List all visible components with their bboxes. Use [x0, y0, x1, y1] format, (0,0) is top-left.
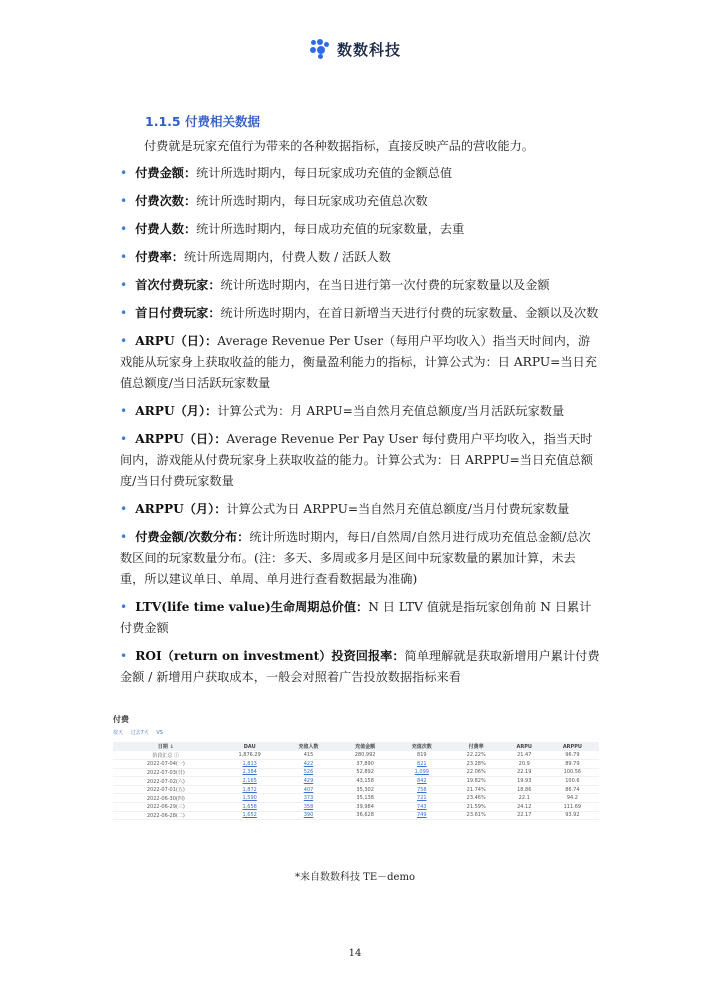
term-separator: ：: [205, 334, 218, 348]
table-cell: 21.59%: [450, 803, 503, 812]
payment-table-screenshot: [113, 714, 603, 822]
section-title: 1.1.5 付费相关数据: [145, 114, 260, 129]
table-cell[interactable]: 1,813: [219, 760, 281, 769]
term-separator: ：: [208, 306, 221, 320]
bullet-icon: •: [120, 222, 128, 236]
column-header[interactable]: 充值金额: [336, 742, 394, 751]
term-separator: ：: [183, 194, 197, 208]
term-separator: ：: [208, 278, 221, 292]
table-cell[interactable]: 429: [281, 777, 337, 786]
definition-text: 统计所选时期内，每日玩家成功充值总次数: [196, 194, 428, 208]
table-cell: 100.6: [546, 777, 599, 786]
definition-text: 计算公式为：月 ARPU=当自然月充值总额度/当月活跃玩家数量: [217, 404, 565, 418]
term-separator: ：: [183, 166, 197, 180]
table-cell: 39,984: [336, 803, 394, 812]
table-cell[interactable]: 842: [394, 777, 450, 786]
definition-term: 首日付费玩家: [135, 306, 209, 320]
definition-text: 统计所选时期内，每日/自然周/自然月进行成功充值总金额/总次数区间的玩家数量分布。(注：多天、多周或多月是区间中玩家数量的累加计算，未去重，所以建议单日、单周、单月进行查看数据最为准确): [120, 530, 591, 586]
term-separator: ：: [183, 222, 197, 236]
table-cell: 2022-07-03(日): [113, 768, 219, 777]
table-cell[interactable]: 1,099: [394, 768, 450, 777]
column-header[interactable]: DAU: [219, 742, 281, 751]
table-cell: 819: [394, 751, 450, 760]
table-cell[interactable]: 390: [281, 811, 337, 820]
table-cell: 415: [281, 751, 337, 760]
page-header: [0, 38, 710, 60]
table-cell: 37,890: [336, 760, 394, 769]
definition-text: 统计所选时期内，每日成功充值的玩家数量，去重: [196, 222, 465, 236]
table-cell: 19.93: [503, 777, 546, 786]
definition-term: 付费率: [135, 250, 172, 264]
table-cell[interactable]: 721: [394, 794, 450, 803]
table-cell: 22.1: [503, 794, 546, 803]
definition-item: [120, 303, 600, 324]
definition-item: [120, 429, 600, 492]
definition-text: Average Revenue Per User（每用户平均收入）指当天时间内，游戏能从玩家身上获取收益的能力，衡量盈利能力的指标，计算公式为：日 ARPU=当日充值总额度/当日活跃玩家数量: [120, 334, 597, 390]
bullet-icon: •: [120, 649, 128, 663]
table-row: [113, 794, 599, 803]
table-cell: 22.17: [503, 811, 546, 820]
table-cell: 100.56: [546, 768, 599, 777]
table-cell[interactable]: 2,165: [219, 777, 281, 786]
definition-term: ARPPU（月）: [135, 502, 215, 516]
definition-term: 首次付费玩家: [135, 278, 209, 292]
page-number: 14: [348, 948, 362, 959]
column-header[interactable]: 充值次数: [394, 742, 450, 751]
table-cell[interactable]: 743: [394, 803, 450, 812]
table-cell: 22.06%: [450, 768, 503, 777]
bullet-icon: •: [120, 278, 128, 292]
definition-text: 统计所选时期内，在当日进行第一次付费的玩家数量以及金额: [220, 278, 550, 292]
definition-term: 付费金额: [135, 166, 184, 180]
bullet-icon: •: [120, 194, 128, 208]
column-header[interactable]: 充值人数: [281, 742, 337, 751]
table-cell: 280,992: [336, 751, 394, 760]
table-cell: 36,628: [336, 811, 394, 820]
table-cell: 19.82%: [450, 777, 503, 786]
bullet-icon: •: [120, 404, 128, 418]
term-separator: ：: [214, 502, 227, 516]
brand-name: 数数科技: [336, 40, 401, 59]
bullet-icon: •: [120, 250, 128, 264]
table-cell[interactable]: 373: [281, 794, 337, 803]
table-cell: 94.2: [546, 794, 599, 803]
table-row: [113, 768, 599, 777]
bullet-icon: •: [120, 600, 128, 614]
table-row: [113, 803, 599, 812]
table-cell: 21.47: [503, 751, 546, 760]
table-cell[interactable]: 422: [281, 760, 337, 769]
definition-text: 统计所选时期内，在首日新增当天进行付费的玩家数量、金额以及次数: [220, 306, 599, 320]
table-cell: 43,158: [336, 777, 394, 786]
bullet-icon: •: [120, 502, 128, 516]
definition-text: 统计所选周期内，付费人数 / 活跃人数: [183, 250, 391, 264]
table-cell: 阶段汇总 ⓘ: [113, 751, 219, 760]
column-header[interactable]: ARPU: [503, 742, 546, 751]
definition-item: [120, 527, 600, 590]
definition-term: ARPPU（日）: [135, 432, 215, 446]
table-cell[interactable]: 358: [281, 803, 337, 812]
term-separator: ：: [237, 530, 250, 544]
table-cell: 35,302: [336, 785, 394, 794]
table-cell: 20.9: [503, 760, 546, 769]
table-cell: 86.74: [546, 785, 599, 794]
table-cell: 2022-06-29(三): [113, 803, 219, 812]
table-cell: 18.86: [503, 785, 546, 794]
definition-term: ARPU（月）: [135, 404, 206, 418]
table-row: [113, 777, 599, 786]
intro-paragraph: 付费就是玩家充值行为带来的各种数据指标，直接反映产品的营收能力。: [144, 139, 534, 153]
table-cell[interactable]: 1,658: [219, 803, 281, 812]
table-cell: 22.19: [503, 768, 546, 777]
definition-term: 付费次数: [135, 194, 184, 208]
table-row: [113, 751, 599, 760]
table-cell: 93.92: [546, 811, 599, 820]
table-cell: 52,892: [336, 768, 394, 777]
table-cell: 23.46%: [450, 794, 503, 803]
definition-item: [120, 331, 600, 394]
column-header[interactable]: 付费率: [450, 742, 503, 751]
table-cell[interactable]: 1,652: [219, 811, 281, 820]
table-cell: 1,876.29: [219, 751, 281, 760]
definition-item: [120, 191, 600, 212]
table-row: [113, 811, 599, 820]
brain-dots-icon: [309, 38, 331, 60]
tab-last-7-days[interactable]: 过去7天: [130, 730, 149, 736]
table-cell[interactable]: 526: [281, 768, 337, 777]
table-cell: 2022-06-30(四): [113, 794, 219, 803]
table-body: [113, 751, 599, 820]
table-cell[interactable]: 758: [394, 785, 450, 794]
table-cell: 24.12: [503, 803, 546, 812]
table-cell: 111.69: [546, 803, 599, 812]
table-cell: 2022-06-28(二): [113, 811, 219, 820]
table-cell: 22.22%: [450, 751, 503, 760]
definition-term: ARPU（日）: [135, 334, 206, 348]
table-cell[interactable]: 1,872: [219, 785, 281, 794]
definition-item: [120, 163, 600, 184]
table-cell: 2022-07-04(一): [113, 760, 219, 769]
term-separator: ：: [356, 600, 369, 614]
bullet-icon: •: [120, 530, 128, 544]
definition-item: [120, 401, 600, 422]
definition-item: [120, 646, 600, 688]
payment-data-table: [113, 742, 599, 820]
table-tabs: [113, 729, 603, 736]
table-cell: 23.28%: [450, 760, 503, 769]
bullet-icon: •: [120, 334, 128, 348]
table-row: [113, 785, 599, 794]
bullet-icon: •: [120, 306, 128, 320]
figure-caption: *来自数数科技 TE－demo: [295, 872, 415, 883]
tab-vs[interactable]: VS: [156, 730, 163, 736]
definition-term: ROI（return on investment）投资回报率: [135, 649, 393, 663]
table-cell[interactable]: 1,590: [219, 794, 281, 803]
table-header-row: [113, 742, 599, 751]
definition-item: [120, 275, 600, 296]
table-row: [113, 760, 599, 769]
definition-text: 统计所选时期内，每日玩家成功充值的金额总值: [196, 166, 453, 180]
table-cell: 89.79: [546, 760, 599, 769]
table-cell[interactable]: 407: [281, 785, 337, 794]
term-separator: ：: [171, 250, 184, 264]
table-cell: 21.74%: [450, 785, 503, 794]
table-cell: 96.79: [546, 751, 599, 760]
term-separator: ：: [214, 432, 227, 446]
definition-item: [120, 499, 600, 520]
definition-text: N 日 LTV 值就是指玩家创角前 N 日累计付费金额: [120, 600, 592, 635]
tab-by-day[interactable]: 按天: [113, 730, 124, 736]
definition-list: [120, 163, 600, 688]
table-title: 付费: [113, 715, 129, 724]
definition-text: 简单理解就是获取新增用户累计付费金额 / 新增用户获取成本，一般会对照着广告投放数据指标来看: [120, 649, 600, 684]
column-header[interactable]: ARPPU: [546, 742, 599, 751]
table-cell: 2022-07-02(六): [113, 777, 219, 786]
table-cell: 23.61%: [450, 811, 503, 820]
bullet-icon: •: [120, 166, 128, 180]
definition-text: 计算公式为日 ARPPU=当自然月充值总额度/当月付费玩家数量: [226, 502, 570, 516]
definition-term: 付费人数: [135, 222, 184, 236]
table-cell[interactable]: 749: [394, 811, 450, 820]
column-header[interactable]: 日期 ↓: [113, 742, 219, 751]
document-body: [120, 136, 600, 695]
definition-item: [120, 597, 600, 639]
definition-term: 付费金额/次数分布: [135, 530, 238, 544]
definition-item: [120, 219, 600, 240]
table-cell[interactable]: 821: [394, 760, 450, 769]
definition-item: [120, 247, 600, 268]
table-cell: 35,138: [336, 794, 394, 803]
table-cell[interactable]: 2,384: [219, 768, 281, 777]
term-separator: ：: [392, 649, 405, 663]
bullet-icon: •: [120, 432, 128, 446]
definition-term: LTV(life time value)生命周期总价值: [135, 600, 357, 614]
definition-text: Average Revenue Per Pay User 每付费用户平均收入，指当天时间内，游戏能从付费玩家身上获取收益的能力。计算公式为：日 ARPPU=当日充值总额度/当日付费玩家数量: [120, 432, 593, 488]
table-cell: 2022-07-01(五): [113, 785, 219, 794]
term-separator: ：: [205, 404, 218, 418]
